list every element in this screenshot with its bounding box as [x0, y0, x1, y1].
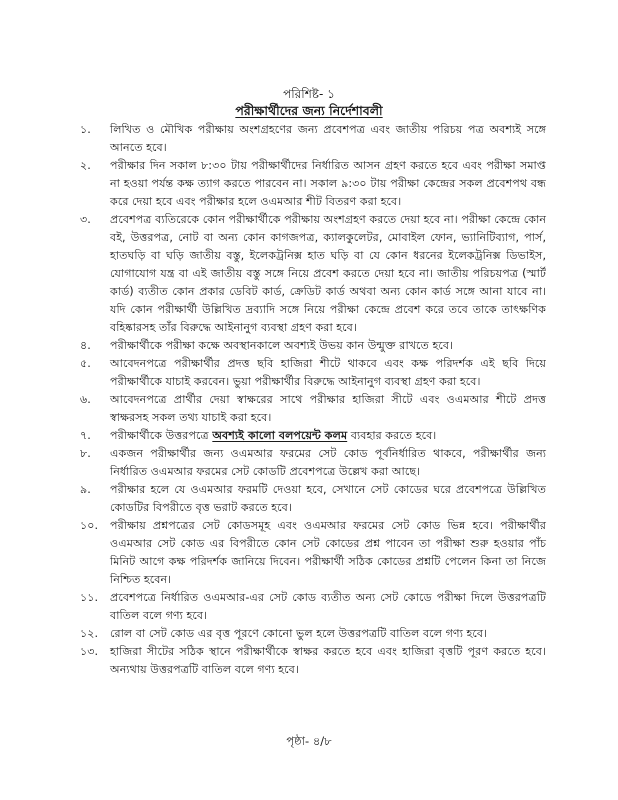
item-number: ৬. [80, 393, 91, 406]
list-item [80, 337, 546, 355]
page-title-text: পরীক্ষার্থীদের জন্য নির্দেশাবলী [235, 103, 383, 118]
instruction-list [80, 121, 546, 679]
item-text: প্রবেশপত্রে নির্ধারিত ওএমআর-এর সেট কোড ব্যতীত অন্য সেট কোডে পরীক্ষা দিলে উত্তরপত্রটি বাতিল বলে গণ্য হবে। [110, 591, 546, 622]
list-item [80, 355, 546, 391]
item-text-before: পরীক্ষার্থীকে উত্তরপত্রে [110, 429, 213, 442]
list-item [80, 121, 546, 157]
item-number: ২. [80, 159, 91, 172]
list-item [80, 625, 546, 643]
item-text: প্রবেশপত্র ব্যতিরেকে কোন পরীক্ষার্থীকে পরীক্ষায় অংশগ্রহণ করতে দেয়া হবে না। পরীক্ষা কেন্দ্রে কোন বই, উত্তরপত্র, নোট বা অন্য কোন কাগজপত্র, ক্যালকুলেটর, মোবাইল ফোন, ভ্যানিটিব্যাগ, পার্স, হাতঘড়ি বা ঘড়ি জাতীয় বস্তু, ইলেকট্রনিক্স হাত ঘড়ি বা যে কোন ধরনের ইলেকট্রনিক্স ডিভাইস, যোগাযোগ যন্ত্র বা এই জাতীয় বস্তু সঙ্গে নিয়ে প্রবেশ করতে দেয়া হবে না। জাতীয় পরিচয়পত্র (স্মার্ট কার্ড) ব্যতীত কোন প্রকার ডেবিট কার্ড, ক্রেডিট কার্ড অথবা অন্য কোন কার্ড সঙ্গে আনা যাবে না। যদি কোন পরীক্ষার্থী উল্লিখিত দ্রব্যাদি সঙ্গে নিয়ে পরীক্ষা কেন্দ্রে প্রবেশ করে তবে তাকে তাৎক্ষণিক বহিষ্কারসহ তাঁর বিরুদ্ধে আইনানুগ ব্যবস্থা গ্রহণ করা হবে। [110, 213, 546, 334]
page-number: পৃষ্ঠা- ৪/৮ [286, 734, 332, 748]
item-number: ১২. [80, 627, 99, 640]
item-text: পরীক্ষার্থীকে পরীক্ষা কক্ষে অবস্থানকালে অবশ্যই উভয় কান উন্মুক্ত রাখতে হবে। [110, 339, 454, 352]
item-number: ৫. [80, 357, 91, 370]
item-number: ৮. [80, 447, 91, 460]
list-item [80, 589, 546, 625]
item-text: হাজিরা সীটের সঠিক স্থানে পরীক্ষার্থীকে স্বাক্ষর করতে হবে এবং হাজিরা বৃত্তটি পূরণ করতে হবে। অন্যথায় উত্তরপত্রটি বাতিল বলে গণ্য হবে। [110, 645, 546, 676]
item-number: ৩. [80, 213, 91, 226]
list-item [80, 391, 546, 427]
item-number: ৪. [80, 339, 91, 352]
list-item [80, 211, 546, 337]
item-text: রোল বা সেট কোড এর বৃত্ত পূরণে কোনো ভুল হলে উত্তরপত্রটি বাতিল বলে গণ্য হবে। [110, 627, 488, 640]
item-text: পরীক্ষায় প্রশ্নপত্রের সেট কোডসমূহ এবং ওএমআর ফরমের সেট কোড ভিন্ন হবে। পরীক্ষার্থীর ওএমআর সেট কোড এর বিপরীতে কোন সেট কোডের প্রশ্ন পাবেন তা পরীক্ষা শুরু হওয়ার পাঁচ মিনিট আগে কক্ষ পরিদর্শক জানিয়ে দিবেন। পরীক্ষার্থী সঠিক কোডের প্রশ্নটি পেলেন কিনা তা নিজে নিশ্চিত হবেন। [110, 519, 546, 586]
item-number: ৭. [80, 429, 91, 442]
emphasis-text: অবশ্যই কালো বলপয়েন্ট কলম [212, 429, 348, 442]
item-text: পরীক্ষার হলে যে ওএমআর ফরমটি দেওয়া হবে, সেখানে সেট কোডের ঘরে প্রবেশপত্রে উল্লিখিত কোডটির বিপরীতে বৃত্ত ভরাট করতে হবে। [110, 483, 546, 514]
list-item [80, 157, 546, 211]
item-text: আবেদনপত্রে পরীক্ষার্থীর প্রদত্ত ছবি হাজিরা শীটে থাকবে এবং কক্ষ পরিদর্শক এই ছবি দিয়ে পরীক্ষার্থীকে যাচাই করবেন। ভুয়া পরীক্ষার্থীর বিরুদ্ধে আইনানুগ ব্যবস্থা গ্রহণ করা হবে। [110, 357, 546, 388]
list-item [80, 643, 546, 679]
item-text: লিখিত ও মৌখিক পরীক্ষায় অংশগ্রহণের জন্য প্রবেশপত্র এবং জাতীয় পরিচয় পত্র অবশ্যই সঙ্গে আনতে হবে। [110, 123, 546, 154]
item-number: ১০. [80, 519, 99, 532]
page-title [0, 103, 618, 119]
item-number: ১৩. [80, 645, 99, 658]
item-text: আবেদনপত্রে প্রার্থীর দেয়া স্বাক্ষরের সাথে পরীক্ষার হাজিরা সীটে এবং ওএমআর শীটে প্রদত্ত স্বাক্ষরসহ সকল তথ্য যাচাই করা হবে। [110, 393, 546, 424]
item-number: ১. [80, 123, 91, 136]
list-item [80, 445, 546, 481]
item-number: ৯. [80, 483, 91, 496]
item-text: পরীক্ষার দিন সকাল ৮:৩০ টায় পরীক্ষার্থীদের নির্ধারিত আসন গ্রহণ করতে হবে এবং পরীক্ষা সমাপ্ত না হওয়া পর্যন্ত কক্ষ ত্যাগ করতে পারবেন না। সকাল ৯:৩০ টায় পরীক্ষা কেন্দ্রের সকল প্রবেশপথ বন্ধ করে দেয়া হবে এবং পরীক্ষার হলে ওএমআর শীট বিতরণ করা হবে। [110, 159, 546, 208]
item-text [110, 427, 546, 445]
list-item [80, 427, 546, 445]
list-item [80, 517, 546, 589]
list-item [80, 481, 546, 517]
annex-label: পরিশিষ্ট- ১ [283, 87, 335, 101]
item-number: ১১. [80, 591, 99, 604]
item-text-after: ব্যবহার করতে হবে। [347, 429, 437, 442]
item-text: একজন পরীক্ষার্থীর জন্য ওএমআর ফরমের সেট কোড পূর্বনির্ধারিত থাকবে, পরীক্ষার্থীর জন্য নির্ধারিত ওএমআর ফরমের সেট কোডটি প্রবেশপত্রে উল্লেখ করা আছে। [110, 447, 546, 478]
